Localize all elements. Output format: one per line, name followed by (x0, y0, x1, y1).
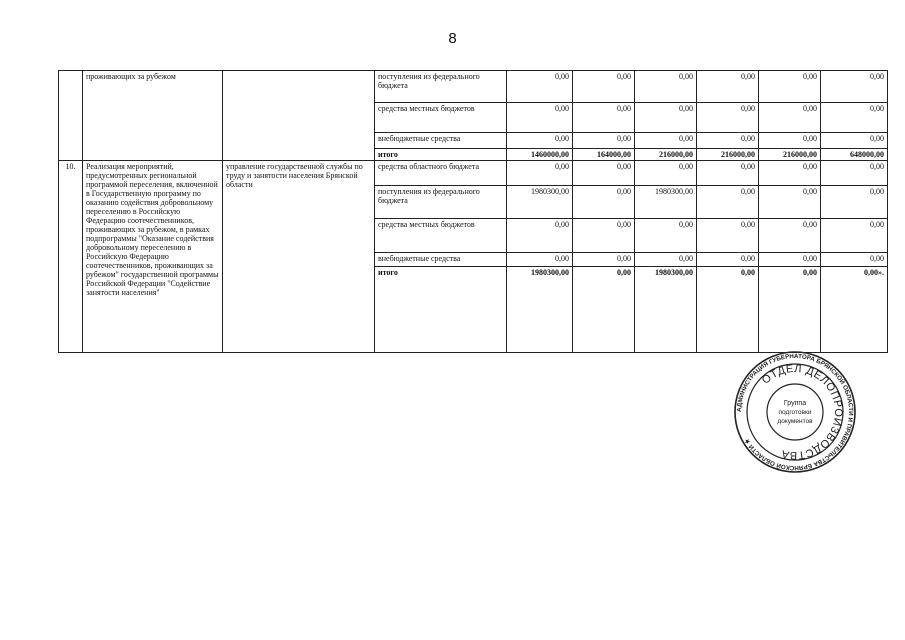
value-cell: 0,00 (697, 219, 759, 253)
value-cell: 0,00 (759, 186, 821, 219)
value-cell: 0,00 (821, 71, 888, 103)
value-cell: 216000,00 (635, 149, 697, 161)
row-number: 10. (59, 161, 83, 353)
value-cell: 0,00 (821, 133, 888, 149)
stamp-center-line3: документов (777, 418, 813, 425)
value-cell: 0,00 (635, 133, 697, 149)
funding-source: итого (375, 149, 507, 161)
value-cell: 648000,00 (821, 149, 888, 161)
value-cell: 0,00 (697, 71, 759, 103)
value-cell: 0,00 (507, 219, 573, 253)
value-cell: 0,00 (507, 71, 573, 103)
value-cell: 0,00 (573, 186, 635, 219)
value-cell: 0,00 (507, 103, 573, 133)
value-cell: 0,00 (697, 267, 759, 353)
value-cell: 164000,00 (573, 149, 635, 161)
funding-source: итого (375, 267, 507, 353)
stamp-center-line2: подготовки (778, 409, 812, 416)
activity-name: Реализация мероприятий, предусмотренных региональной программой переселения, включенной в Государственную программу по оказанию содействия добровольному переселению в Российскую Федерацию соотечественников, проживающих за рубежом, в рамках подпрограммы "Оказание содействия добровольному переселению в Российскую Федерацию соотечественников, проживающих за рубежом" государственной программы Российской Федерации "Содействие занятости населения" (83, 161, 223, 353)
value-cell: 0,00 (697, 161, 759, 186)
value-cell: 0,00 (573, 133, 635, 149)
value-cell: 0,00 (507, 253, 573, 267)
value-cell: 0,00 (573, 253, 635, 267)
executor: управление государственной службы по труду и занятости населения Брянской области (223, 161, 375, 353)
value-cell: 0,00 (573, 161, 635, 186)
value-cell: 0,00 (821, 253, 888, 267)
value-cell: 0,00 (635, 71, 697, 103)
value-cell: 0,00 (635, 219, 697, 253)
value-cell: 0,00 (697, 253, 759, 267)
value-cell: 0,00 (635, 103, 697, 133)
value-cell: 0,00 (821, 219, 888, 253)
budget-table (58, 70, 888, 353)
activity-name: проживающих за рубежом (83, 71, 223, 161)
value-cell: 0,00 (759, 103, 821, 133)
value-cell: 216000,00 (759, 149, 821, 161)
value-cell: 1980300,00 (635, 186, 697, 219)
table-row (59, 161, 888, 186)
stamp-inner-text: ОТДЕЛ ДЕЛОПРОИЗВОДСТВА (759, 362, 845, 462)
value-cell: 1980300,00 (507, 186, 573, 219)
value-cell: 0,00 (821, 161, 888, 186)
value-cell: 0,00 (759, 267, 821, 353)
value-cell: 0,00 (759, 71, 821, 103)
value-cell: 0,00 (697, 133, 759, 149)
row-number (59, 71, 83, 161)
funding-source: средства местных бюджетов (375, 219, 507, 253)
official-stamp (733, 350, 857, 474)
funding-source: средства областного бюджета (375, 161, 507, 186)
value-cell: 1460000,00 (507, 149, 573, 161)
table-row (59, 71, 888, 103)
funding-source: поступления из федерального бюджета (375, 186, 507, 219)
value-cell: 1980300,00 (507, 267, 573, 353)
value-cell: 0,00 (821, 103, 888, 133)
value-cell: 0,00 (635, 253, 697, 267)
value-cell: 0,00 (573, 103, 635, 133)
value-cell: 0,00 (507, 133, 573, 149)
funding-source: поступления из федерального бюджета (375, 71, 507, 103)
value-cell: 0,00 (507, 161, 573, 186)
value-cell: 0,00 (635, 161, 697, 186)
value-cell: 0,00 (759, 253, 821, 267)
executor (223, 71, 375, 161)
value-cell: 0,00 (697, 186, 759, 219)
value-cell: 0,00 (759, 161, 821, 186)
value-cell: 1980300,00 (635, 267, 697, 353)
value-cell: 0,00». (821, 267, 888, 353)
funding-source: внебюджетные средства (375, 133, 507, 149)
value-cell: 216000,00 (697, 149, 759, 161)
value-cell: 0,00 (573, 71, 635, 103)
value-cell: 0,00 (759, 219, 821, 253)
value-cell: 0,00 (821, 186, 888, 219)
value-cell: 0,00 (759, 133, 821, 149)
value-cell: 0,00 (697, 103, 759, 133)
value-cell: 0,00 (573, 219, 635, 253)
value-cell: 0,00 (573, 267, 635, 353)
page-number: 8 (448, 30, 457, 47)
funding-source: средства местных бюджетов (375, 103, 507, 133)
funding-source: внебюджетные средства (375, 253, 507, 267)
stamp-center-line1: Группа (783, 400, 807, 407)
stamp-outer-text: АДМИНИСТРАЦИЯ ГУБЕРНАТОРА БРЯНСКОЙ ОБЛАСТИ И ПРАВИТЕЛЬСТВА БРЯНСКОЙ ОБЛАСТИ ★ (735, 352, 855, 472)
